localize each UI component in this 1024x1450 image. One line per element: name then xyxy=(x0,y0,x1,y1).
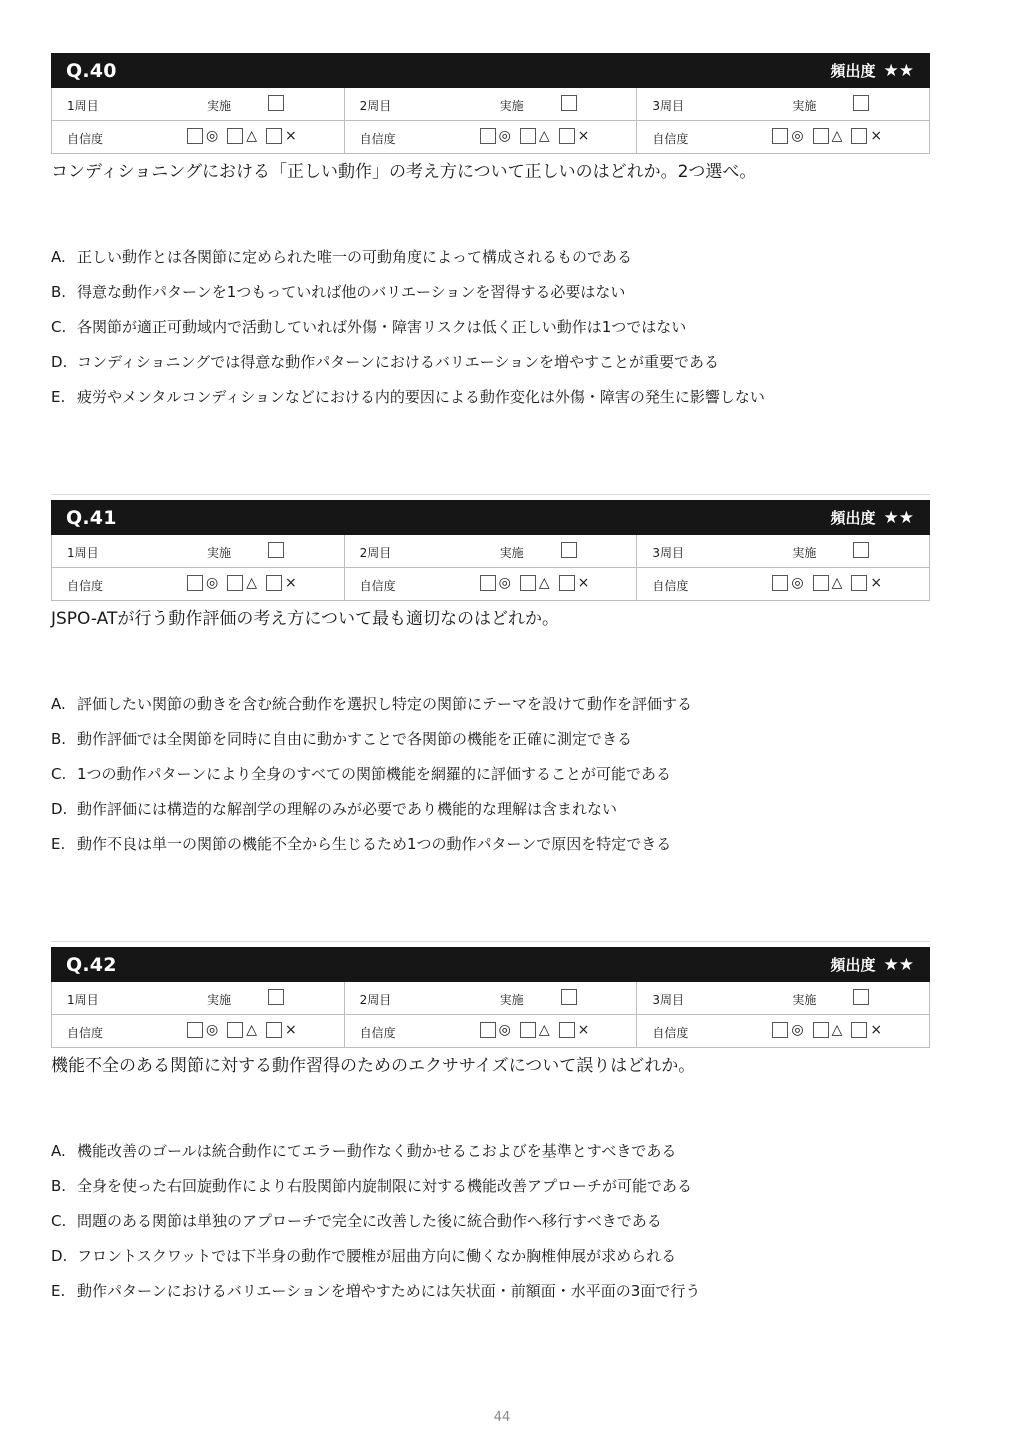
question-text: JSPO-ATが行う動作評価の考え方について最も適切なのはどれか。 xyxy=(51,609,560,629)
choice-item xyxy=(51,1141,930,1176)
cross-icon: × xyxy=(285,575,297,591)
confidence-mid-checkbox[interactable] xyxy=(813,128,829,144)
section-divider xyxy=(51,941,930,942)
review-tracker xyxy=(51,535,930,601)
round-cell xyxy=(344,535,637,567)
confidence-row xyxy=(52,567,929,600)
confidence-cell xyxy=(344,121,637,153)
choice-list xyxy=(51,694,930,869)
confidence-options xyxy=(187,575,306,591)
choice-item xyxy=(51,1176,930,1211)
double-circle-icon: ◎ xyxy=(498,1022,511,1038)
confidence-high-checkbox[interactable] xyxy=(480,1022,496,1038)
question-block xyxy=(51,500,930,869)
confidence-high-checkbox[interactable] xyxy=(187,575,203,591)
choice-item xyxy=(51,1246,930,1281)
triangle-icon: △ xyxy=(538,575,550,591)
question-number: Q.40 xyxy=(66,59,117,82)
triangle-icon: △ xyxy=(246,575,257,591)
choice-item xyxy=(51,799,930,834)
double-circle-icon: ◎ xyxy=(206,575,219,591)
confidence-options xyxy=(772,1022,891,1038)
implemented-checkbox[interactable] xyxy=(561,989,577,1005)
confidence-mid-checkbox[interactable] xyxy=(520,1022,536,1038)
choice-text: 問題のある関節は単独のアプローチで完全に改善した後に統合動作へ移行すべきである xyxy=(77,1212,662,1230)
confidence-mid-checkbox[interactable] xyxy=(227,1022,243,1038)
confidence-options xyxy=(772,575,891,591)
round-label: 3周目 xyxy=(652,546,684,560)
confidence-label: 自信度 xyxy=(67,1026,104,1040)
confidence-mid-checkbox[interactable] xyxy=(813,575,829,591)
confidence-cell xyxy=(344,568,637,600)
confidence-high-checkbox[interactable] xyxy=(772,575,788,591)
triangle-icon: △ xyxy=(246,1022,257,1038)
choice-text: コンディショニングでは得意な動作パターンにおけるバリエーションを増やすことが重要である xyxy=(77,353,720,371)
triangle-icon: △ xyxy=(831,128,843,144)
choice-letter: E. xyxy=(51,835,66,853)
confidence-options xyxy=(187,128,306,144)
confidence-label: 自信度 xyxy=(652,579,689,593)
choice-letter: B. xyxy=(51,1177,67,1195)
round-cell xyxy=(344,88,637,120)
frequency-stars: ★★ xyxy=(883,954,914,975)
question-header xyxy=(51,947,930,982)
cross-icon: × xyxy=(577,1022,590,1038)
question-block xyxy=(51,947,930,1316)
choice-item xyxy=(51,317,930,352)
frequency-label: 頻出度 xyxy=(830,956,876,974)
frequency-stars: ★★ xyxy=(883,60,914,81)
round-label: 1周目 xyxy=(67,546,99,560)
round-label: 1周目 xyxy=(67,993,99,1007)
choice-letter: A. xyxy=(51,695,66,713)
frequency-rating xyxy=(831,60,915,81)
confidence-row xyxy=(52,120,929,153)
choice-list xyxy=(51,247,930,422)
choice-text: 動作評価では全関節を同時に自由に動かすことで各関節の機能を正確に測定できる xyxy=(77,730,633,748)
choice-letter: E. xyxy=(51,388,66,406)
confidence-low-checkbox[interactable] xyxy=(266,128,282,144)
cross-icon: × xyxy=(577,575,590,591)
confidence-options xyxy=(480,128,599,144)
choice-text: 疲労やメンタルコンディションなどにおける内的要因による動作変化は外傷・障害の発生に影響しない xyxy=(77,388,765,406)
confidence-label: 自信度 xyxy=(652,132,689,146)
cross-icon: × xyxy=(870,575,883,591)
triangle-icon: △ xyxy=(246,128,257,144)
choice-item xyxy=(51,1211,930,1246)
question-number: Q.42 xyxy=(66,953,117,976)
confidence-row xyxy=(52,1014,929,1047)
confidence-high-checkbox[interactable] xyxy=(772,1022,788,1038)
confidence-low-checkbox[interactable] xyxy=(851,1022,867,1038)
choice-text: 1つの動作パターンにより全身のすべての関節機能を網羅的に評価することが可能である xyxy=(77,765,671,783)
round-cell xyxy=(636,88,929,120)
frequency-label: 頻出度 xyxy=(830,509,876,527)
choice-text: 動作パターンにおけるバリエーションを増やすためには矢状面・前額面・水平面の3面で行う xyxy=(77,1282,701,1300)
confidence-high-checkbox[interactable] xyxy=(480,575,496,591)
question-text: 機能不全のある関節に対する動作習得のためのエクササイズについて誤りはどれか。 xyxy=(51,1056,696,1076)
choice-text: 全身を使った右回旋動作により右股関節内旋制限に対する機能改善アプローチが可能である xyxy=(77,1177,693,1195)
cross-icon: × xyxy=(870,128,883,144)
confidence-low-checkbox[interactable] xyxy=(851,575,867,591)
confidence-label: 自信度 xyxy=(67,579,104,593)
double-circle-icon: ◎ xyxy=(498,128,511,144)
confidence-low-checkbox[interactable] xyxy=(851,128,867,144)
implemented-checkbox[interactable] xyxy=(561,542,577,558)
review-tracker xyxy=(51,982,930,1048)
confidence-options xyxy=(480,575,599,591)
confidence-options xyxy=(480,1022,599,1038)
choice-letter: E. xyxy=(51,1282,66,1300)
double-circle-icon: ◎ xyxy=(791,1022,804,1038)
implemented-label: 実施 xyxy=(792,99,817,113)
confidence-label: 自信度 xyxy=(359,579,396,593)
choice-letter: D. xyxy=(51,1247,68,1265)
confidence-label: 自信度 xyxy=(359,132,396,146)
round-cell xyxy=(636,535,929,567)
implemented-label: 実施 xyxy=(207,546,232,560)
choice-letter: A. xyxy=(51,1142,66,1160)
implemented-label: 実施 xyxy=(792,546,817,560)
choice-text: フロントスクワットでは下半身の動作で腰椎が屈曲方向に働くなか胸椎伸展が求められる xyxy=(77,1247,677,1265)
cross-icon: × xyxy=(285,1022,297,1038)
implemented-label: 実施 xyxy=(499,546,524,560)
implemented-checkbox[interactable] xyxy=(561,95,577,111)
confidence-high-checkbox[interactable] xyxy=(187,1022,203,1038)
choice-item xyxy=(51,834,930,869)
confidence-mid-checkbox[interactable] xyxy=(813,1022,829,1038)
implemented-checkbox[interactable] xyxy=(853,542,869,558)
review-tracker xyxy=(51,88,930,154)
confidence-low-checkbox[interactable] xyxy=(559,1022,575,1038)
choice-item xyxy=(51,729,930,764)
triangle-icon: △ xyxy=(831,575,843,591)
implemented-label: 実施 xyxy=(499,99,524,113)
round-cell xyxy=(52,535,344,567)
choice-letter: C. xyxy=(51,1212,67,1230)
confidence-mid-checkbox[interactable] xyxy=(520,128,536,144)
round-row xyxy=(52,88,929,120)
triangle-icon: △ xyxy=(538,1022,550,1038)
choice-item xyxy=(51,1281,930,1316)
cross-icon: × xyxy=(577,128,590,144)
question-header xyxy=(51,500,930,535)
implemented-checkbox[interactable] xyxy=(268,989,284,1005)
cross-icon: × xyxy=(870,1022,883,1038)
confidence-cell xyxy=(636,568,929,600)
round-label: 1周目 xyxy=(67,99,99,113)
choice-item xyxy=(51,387,930,422)
choice-letter: A. xyxy=(51,248,66,266)
confidence-label: 自信度 xyxy=(359,1026,396,1040)
confidence-low-checkbox[interactable] xyxy=(266,575,282,591)
choice-text: 動作評価には構造的な解剖学の理解のみが必要であり機能的な理解は含まれない xyxy=(77,800,618,818)
question-header xyxy=(51,53,930,88)
choice-item xyxy=(51,352,930,387)
triangle-icon: △ xyxy=(831,1022,843,1038)
double-circle-icon: ◎ xyxy=(498,575,511,591)
implemented-label: 実施 xyxy=(792,993,817,1007)
choice-item xyxy=(51,764,930,799)
choice-letter: C. xyxy=(51,318,67,336)
confidence-low-checkbox[interactable] xyxy=(266,1022,282,1038)
choice-item xyxy=(51,694,930,729)
round-label: 2周目 xyxy=(359,546,392,560)
confidence-mid-checkbox[interactable] xyxy=(227,128,243,144)
implemented-checkbox[interactable] xyxy=(268,542,284,558)
confidence-cell xyxy=(636,1015,929,1047)
choice-list xyxy=(51,1141,930,1316)
double-circle-icon: ◎ xyxy=(791,575,804,591)
implemented-checkbox[interactable] xyxy=(853,989,869,1005)
page-number: 44 xyxy=(493,1410,511,1425)
confidence-low-checkbox[interactable] xyxy=(559,128,575,144)
confidence-cell xyxy=(52,121,344,153)
confidence-high-checkbox[interactable] xyxy=(480,128,496,144)
triangle-icon: △ xyxy=(538,128,550,144)
choice-letter: C. xyxy=(51,765,67,783)
confidence-high-checkbox[interactable] xyxy=(187,128,203,144)
confidence-mid-checkbox[interactable] xyxy=(520,575,536,591)
double-circle-icon: ◎ xyxy=(206,128,219,144)
round-label: 2周目 xyxy=(359,993,392,1007)
choice-item xyxy=(51,282,930,317)
implemented-checkbox[interactable] xyxy=(853,95,869,111)
round-cell xyxy=(52,88,344,120)
confidence-cell xyxy=(52,1015,344,1047)
confidence-label: 自信度 xyxy=(652,1026,689,1040)
choice-text: 機能改善のゴールは統合動作にてエラー動作なく動かせるこおよびを基準とすべきである xyxy=(77,1142,677,1160)
confidence-high-checkbox[interactable] xyxy=(772,128,788,144)
choice-letter: D. xyxy=(51,353,68,371)
choice-item xyxy=(51,247,930,282)
choice-letter: B. xyxy=(51,283,67,301)
frequency-label: 頻出度 xyxy=(830,62,876,80)
implemented-label: 実施 xyxy=(207,993,232,1007)
question-number: Q.41 xyxy=(66,506,117,529)
round-cell xyxy=(636,982,929,1014)
choice-text: 得意な動作パターンを1つもっていれば他のバリエーションを習得する必要はない xyxy=(77,283,626,301)
frequency-rating xyxy=(831,954,915,975)
confidence-options xyxy=(772,128,891,144)
confidence-cell xyxy=(636,121,929,153)
double-circle-icon: ◎ xyxy=(206,1022,219,1038)
choice-text: 正しい動作とは各関節に定められた唯一の可動角度によって構成されるものである xyxy=(77,248,633,266)
round-cell xyxy=(344,982,637,1014)
section-divider xyxy=(51,494,930,495)
implemented-label: 実施 xyxy=(499,993,524,1007)
confidence-low-checkbox[interactable] xyxy=(559,575,575,591)
implemented-checkbox[interactable] xyxy=(268,95,284,111)
choice-text: 各関節が適正可動域内で活動していれば外傷・障害リスクは低く正しい動作は1つではない xyxy=(77,318,687,336)
round-label: 3周目 xyxy=(652,993,684,1007)
round-cell xyxy=(52,982,344,1014)
choice-letter: B. xyxy=(51,730,67,748)
confidence-mid-checkbox[interactable] xyxy=(227,575,243,591)
cross-icon: × xyxy=(285,128,297,144)
confidence-cell xyxy=(344,1015,637,1047)
question-text: コンディショニングにおける「正しい動作」の考え方について正しいのはどれか。2つ選べ。 xyxy=(51,162,757,182)
double-circle-icon: ◎ xyxy=(791,128,804,144)
confidence-label: 自信度 xyxy=(67,132,104,146)
frequency-rating xyxy=(831,507,915,528)
choice-text: 評価したい関節の動きを含む統合動作を選択し特定の関節にテーマを設けて動作を評価する xyxy=(77,695,693,713)
implemented-label: 実施 xyxy=(207,99,232,113)
round-label: 3周目 xyxy=(652,99,684,113)
choice-letter: D. xyxy=(51,800,68,818)
round-row xyxy=(52,982,929,1014)
choice-text: 動作不良は単一の関節の機能不全から生じるため1つの動作パターンで原因を特定できる xyxy=(77,835,672,853)
round-label: 2周目 xyxy=(359,99,392,113)
frequency-stars: ★★ xyxy=(883,507,914,528)
confidence-options xyxy=(187,1022,306,1038)
confidence-cell xyxy=(52,568,344,600)
round-row xyxy=(52,535,929,567)
question-block xyxy=(51,53,930,422)
